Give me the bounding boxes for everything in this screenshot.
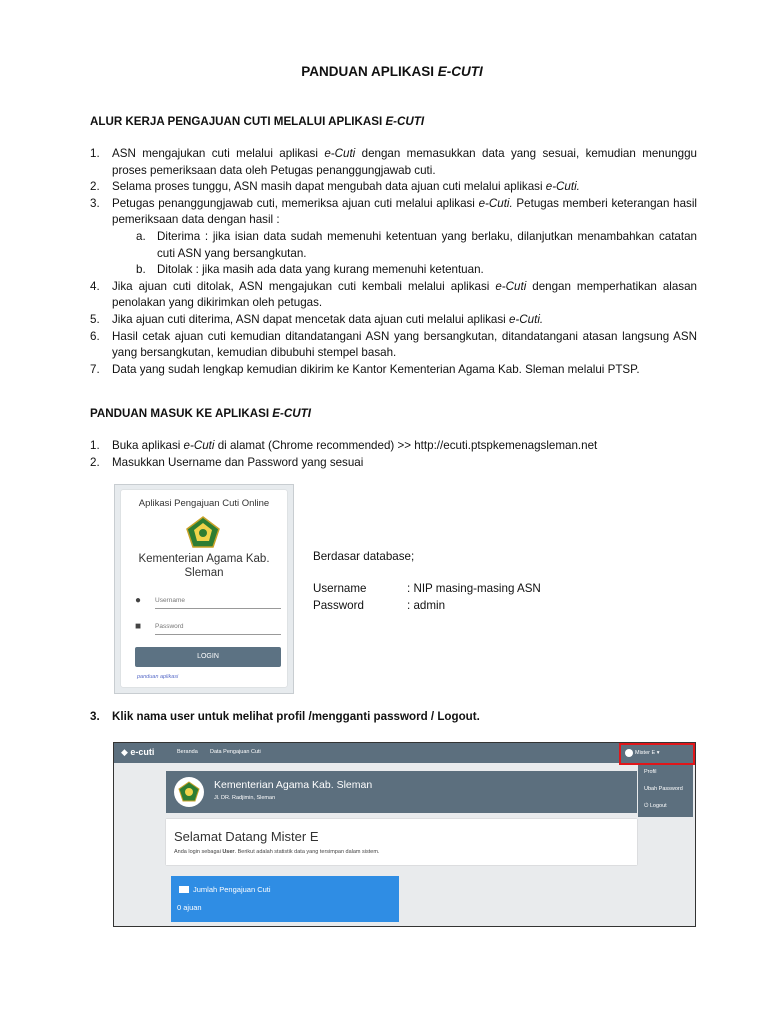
sublist-item: b. Ditolak : jika masih ada data yang kurang memenuhi ketentuan. — [136, 263, 484, 277]
stat-card[interactable] — [171, 876, 399, 922]
org-emblem-icon — [174, 777, 204, 807]
user-avatar-icon — [625, 749, 633, 757]
stat-value: 0 ajuan — [177, 903, 202, 912]
mail-icon — [179, 886, 189, 893]
password-input[interactable]: Password — [155, 623, 281, 635]
user-name[interactable]: Mister E ▾ — [635, 750, 660, 756]
db-intro: Berdasar database; — [313, 550, 415, 563]
username-field[interactable] — [135, 595, 283, 609]
ministry-emblem-icon — [185, 516, 221, 548]
list-item: 2. Masukkan Username dan Password yang sesuai — [90, 455, 364, 469]
list-item: 2. Selama proses tunggu, ASN masih dapat mengubah data ajuan cuti melalui aplikasi e-Cuti. — [90, 180, 580, 194]
login-steps-list-cont — [90, 709, 697, 726]
user-menu-highlight[interactable] — [619, 743, 695, 765]
app-screenshot — [113, 742, 696, 927]
db-username-row: Username : NIP masing-masing ASN — [313, 582, 541, 595]
login-org-name: Kementerian Agama Kab. Sleman — [138, 553, 270, 579]
list-item: 3. Klik nama user untuk melihat profil /mengganti password / Logout. — [90, 710, 480, 723]
app-brand[interactable]: ◆ e-cuti — [121, 747, 155, 757]
list-item: 1. ASN mengajukan cuti melalui aplikasi e-Cuti dengan memasukkan data yang sesuai, kemudian menunggu proses pemeriksaan data oleh Petugas penanggungjawab cuti. — [90, 147, 697, 177]
org-address: Jl. DR. Radjimin, Sleman — [214, 795, 276, 801]
username-input[interactable]: Username — [155, 597, 281, 609]
org-banner — [166, 771, 637, 813]
org-name: Kementerian Agama Kab. Sleman — [214, 779, 373, 791]
user-icon: ● — [135, 595, 142, 606]
section2-heading: PANDUAN MASUK KE APLIKASI E-CUTI — [90, 407, 311, 420]
login-button[interactable]: LOGIN — [135, 647, 281, 667]
result-sublist — [112, 229, 697, 279]
list-item: 3. Petugas penanggungjawab cuti, memeriksa ajuan cuti melalui aplikasi e-Cuti. Petugas memberi keterangan hasil pemeriksaan data dengan hasil : a. Diterima : jika isian data sudah memenuhi ketentuan yang berlaku, dilanjutkan menambahkan catatan cuti ASN yang bersangkutan. b. Ditolak : jika masih ada data yang kurang memenuhi ketentuan. — [90, 196, 697, 279]
db-password-row: Password : admin — [313, 599, 446, 612]
list-item: 1. Buka aplikasi e-Cuti di alamat (Chrome recommended) >> http://ecuti.ptspkemenagsleman.net — [90, 439, 598, 452]
dropdown-profil[interactable]: Profil — [644, 769, 657, 775]
dropdown-ubah-password[interactable]: Ubah Password — [644, 786, 683, 792]
login-app-title: Aplikasi Pengajuan Cuti Online — [138, 498, 270, 509]
stat-label: Jumlah Pengajuan Cuti — [193, 885, 271, 894]
nav-data-pengajuan[interactable]: Data Pengajuan Cuti — [210, 749, 261, 755]
welcome-panel — [166, 819, 637, 865]
password-field[interactable] — [135, 621, 283, 635]
dropdown-logout[interactable]: ⏻ Logout — [644, 803, 667, 809]
app-navbar — [114, 743, 695, 763]
guide-link[interactable]: panduan aplikasi — [137, 674, 179, 680]
user-dropdown — [638, 765, 693, 817]
nav-beranda[interactable]: Beranda — [177, 749, 198, 755]
section1-heading: ALUR KERJA PENGAJUAN CUTI MELALUI APLIKASI E-CUTI — [90, 115, 425, 128]
workflow-list — [90, 146, 697, 378]
login-screenshot — [114, 484, 294, 694]
list-item: 5. Jika ajuan cuti diterima, ASN dapat mencetak data ajuan cuti melalui aplikasi e-Cuti. — [90, 312, 544, 326]
page-title: PANDUAN APLIKASI E-CUTI — [301, 64, 483, 79]
sublist-item: a. Diterima : jika isian data sudah memenuhi ketentuan yang berlaku, dilanjutkan menambahkan catatan cuti ASN yang bersangkutan. — [136, 229, 697, 260]
lock-icon: ■ — [135, 621, 142, 632]
login-card — [121, 490, 287, 687]
list-item: 6. Hasil cetak ajuan cuti kemudian ditandatangani ASN yang bersangkutan, ditandatangani atasan langsung ASN yang bersangkutan, kemudian dibubuhi stempel basah. — [90, 329, 697, 360]
welcome-subtitle: Anda login sebagai User. Berikut adalah statistik data yang tersimpan dalam sistem. — [174, 849, 380, 855]
list-item: 7. Data yang sudah lengkap kemudian dikirim ke Kantor Kementerian Agama Kab. Sleman melalui PTSP. — [90, 362, 640, 376]
list-item: 4. Jika ajuan cuti ditolak, ASN mengajukan cuti kembali melalui aplikasi e-Cuti dengan memperhatikan alasan penolakan yang dikirimkan oleh petugas. — [90, 279, 697, 310]
login-steps-list — [90, 438, 697, 471]
welcome-title: Selamat Datang Mister E — [174, 829, 319, 844]
